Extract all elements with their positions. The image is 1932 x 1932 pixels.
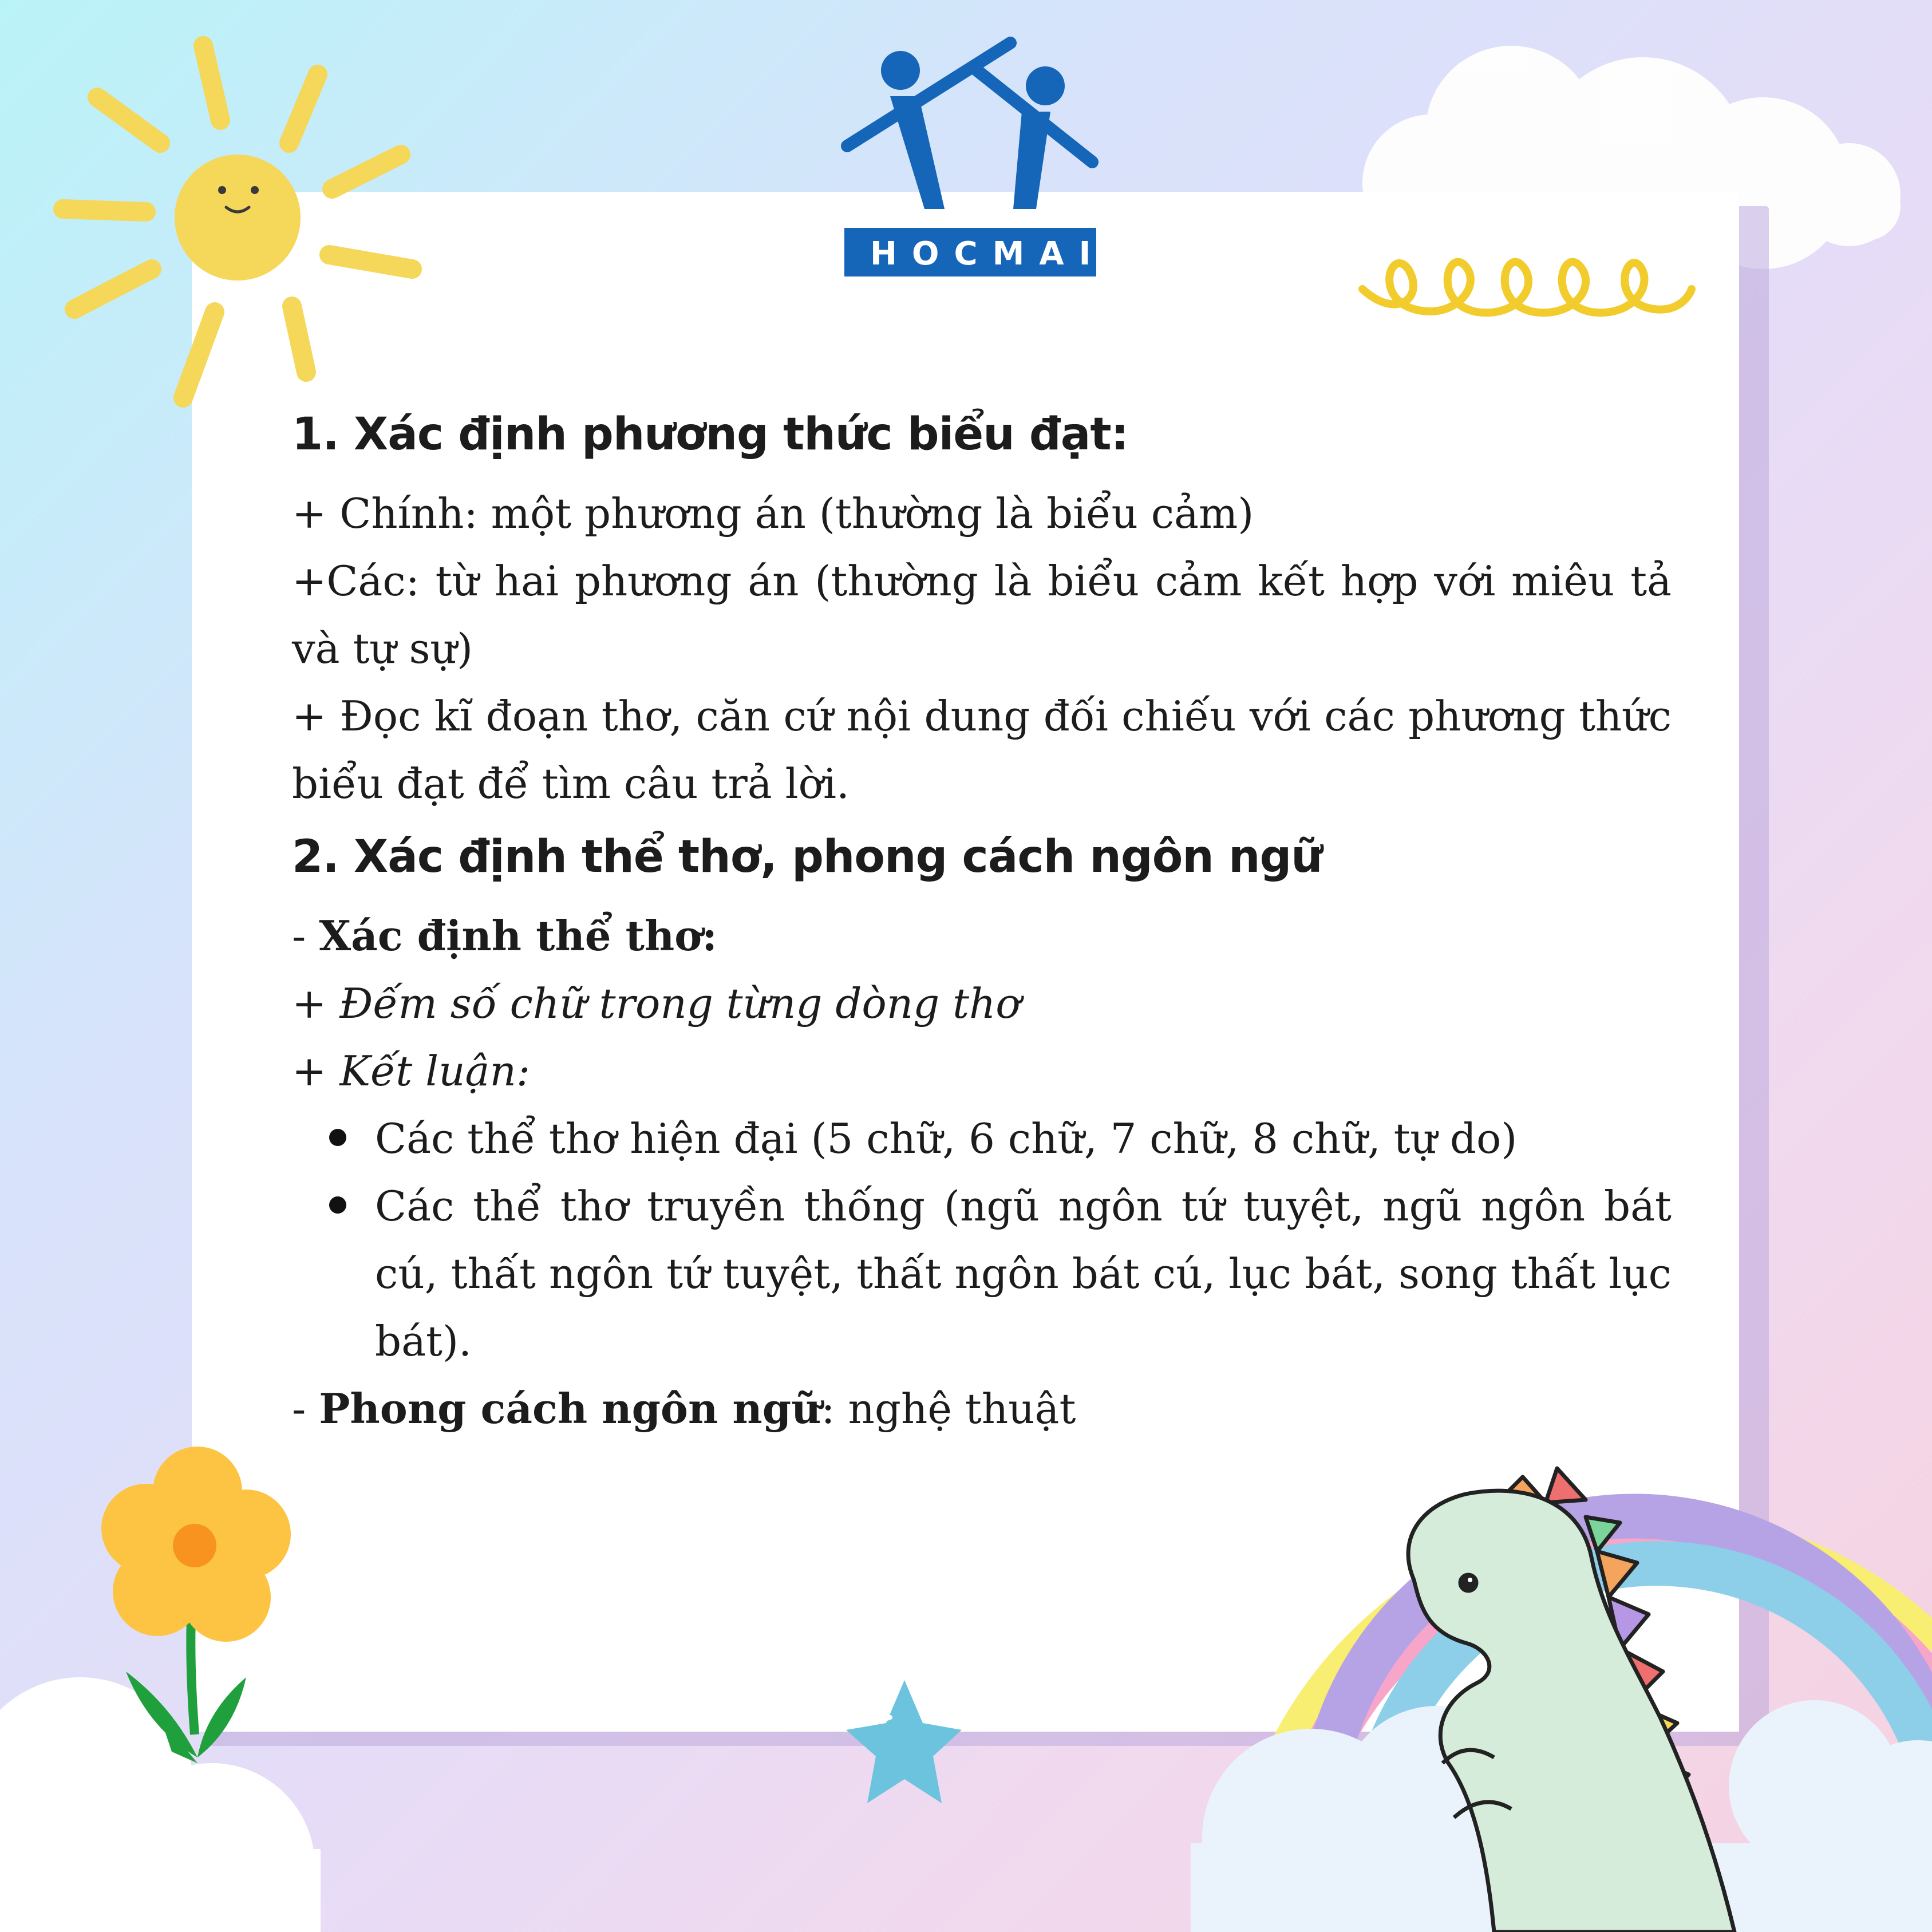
dash-prefix: - (292, 1385, 319, 1433)
section1-line: + Chính: một phương án (thường là biểu cảm) (292, 489, 1254, 538)
count-line: + Đếm số chữ trong từng dòng thơ (292, 979, 1021, 1028)
poem-forms-list (292, 1105, 1672, 1375)
poem-form-line (292, 902, 1672, 970)
sun-icon (63, 46, 412, 398)
squiggle-icon (1362, 262, 1692, 313)
style-line (292, 1375, 1672, 1443)
bullet-icon (329, 1196, 346, 1214)
list-item-text: Các thể thơ truyền thống (ngũ ngôn tứ tuyệt, ngũ ngôn bát cú, thất ngôn tứ tuyệt, thất ngôn bát cú, lục bát, song thất lục bát). (375, 1182, 1672, 1365)
logo-text: HOCMAI (870, 235, 1106, 272)
content-body (292, 401, 1672, 1443)
list-item (292, 1105, 1672, 1172)
section2-heading: 2. Xác định thể thơ, phong cách ngôn ngữ (292, 831, 1322, 883)
hocmai-logo (844, 43, 1105, 276)
section1-line: + Đọc kĩ đoạn thơ, căn cứ nội dung đối chiếu với các phương thức biểu đạt để tìm câu trả lời. (292, 692, 1672, 808)
style-value: : nghệ thuật (821, 1385, 1076, 1433)
list-item (292, 1172, 1672, 1375)
dash-prefix: - (292, 912, 319, 960)
section1-heading: 1. Xác định phương thức biểu đạt: (292, 409, 1128, 460)
list-item-text: Các thể thơ hiện đại (5 chữ, 6 chữ, 7 chữ, 8 chữ, tự do) (375, 1115, 1518, 1163)
section1-line: +Các: từ hai phương án (thường là biểu cảm kết hợp với miêu tả và tự sự) (292, 557, 1672, 673)
bullet-icon (329, 1129, 346, 1146)
star-icon (846, 1680, 962, 1803)
style-label: Phong cách ngôn ngữ (319, 1384, 821, 1433)
conclusion-line: + Kết luận: (292, 1047, 531, 1095)
poem-form-label: Xác định thể thơ: (319, 911, 717, 960)
